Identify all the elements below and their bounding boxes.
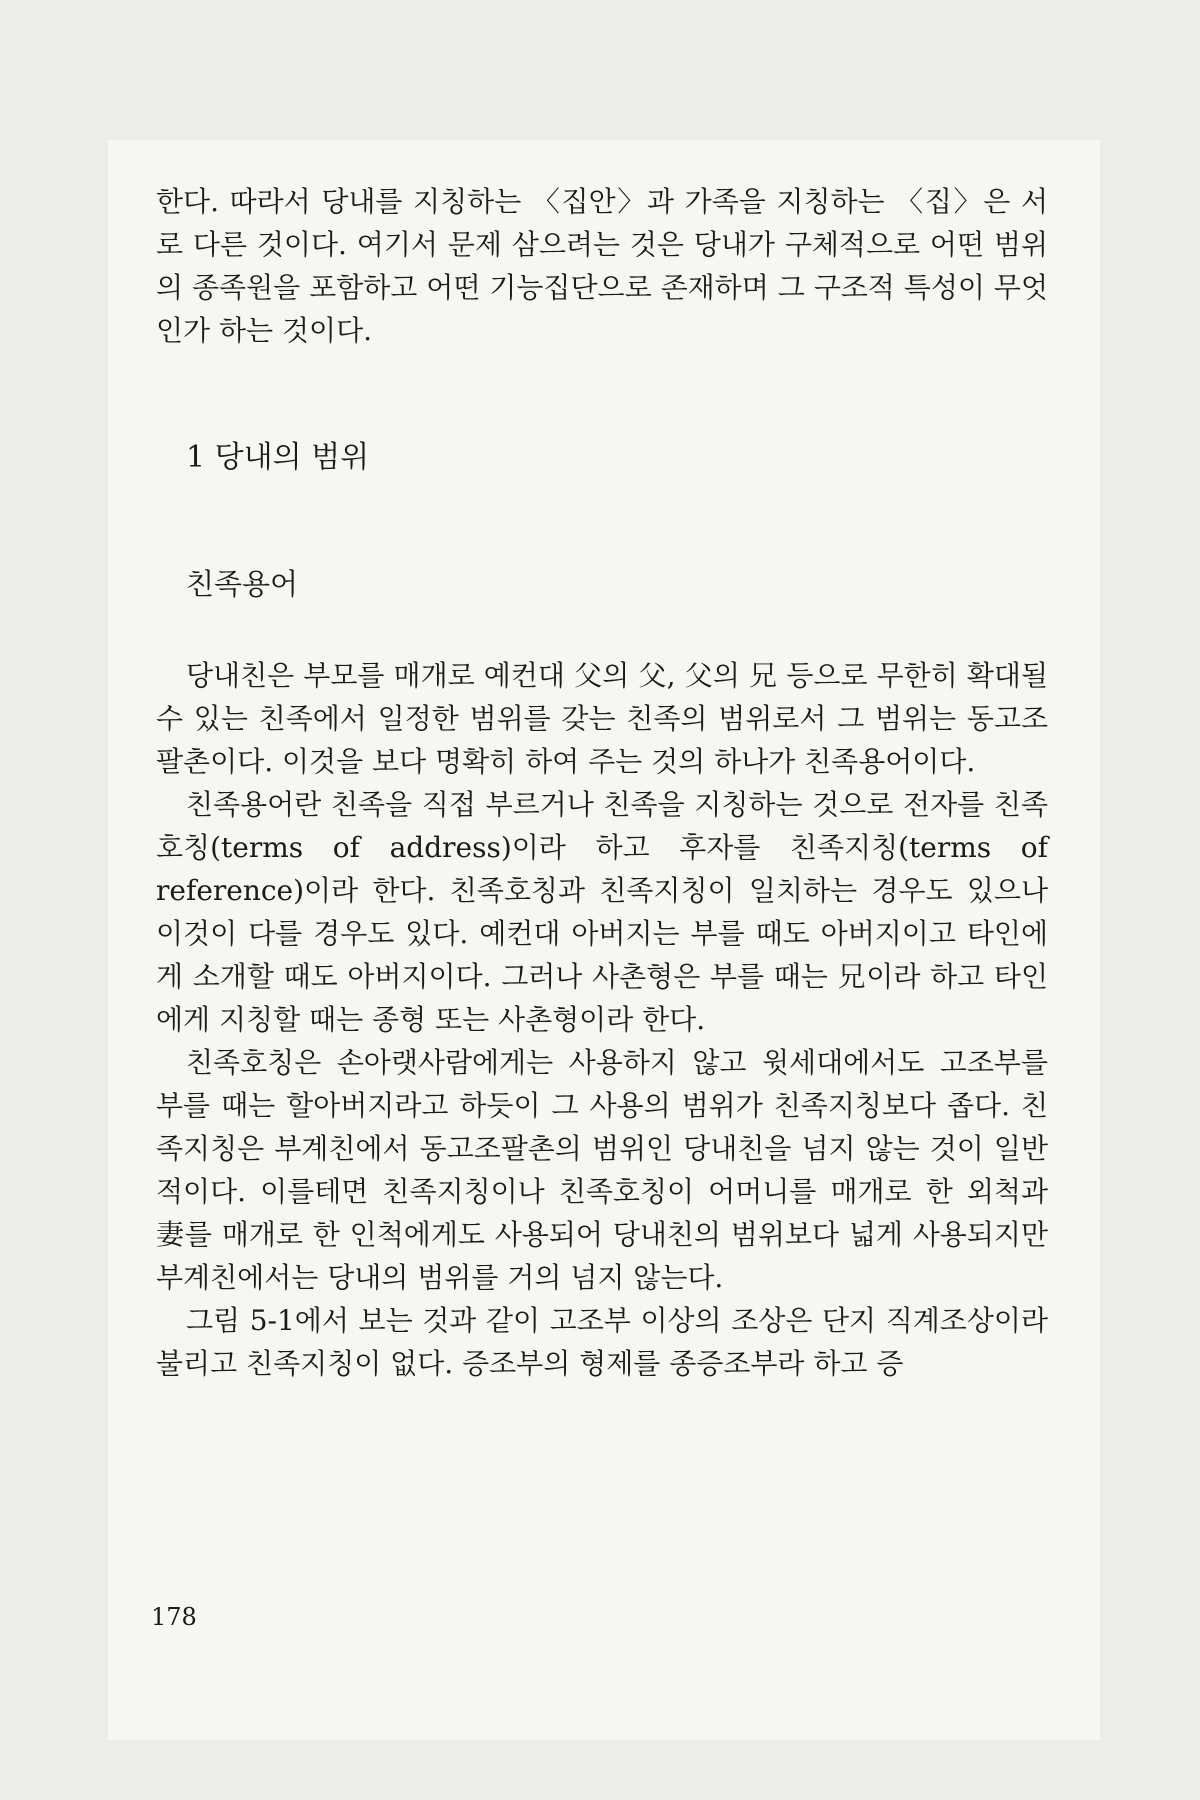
intro-paragraph: 한다. 따라서 당내를 지칭하는 〈집안〉과 가족을 지칭하는 〈집〉은 서로 다른 것이다. 여기서 문제 삼으려는 것은 당내가 구체적으로 어떤 범위의 종족원을 포함하고 어떤 기능집단으로 존재하며 그 구조적 특성이 무엇인가 하는 것이다.: [156, 185, 1048, 347]
section-heading: 1 당내의 범위: [186, 440, 370, 475]
page-content: [156, 180, 1048, 1385]
body-paragraph-1: 당내친은 부모를 매개로 예컨대 父의 父, 父의 兄 등으로 무한히 확대될 수 있는 친족에서 일정한 범위를 갖는 친족의 범위로서 그 범위는 동고조팔촌이다. 이것을 보다 명확히 하여 주는 것의 하나가 친족용어이다.: [156, 659, 1048, 778]
body-paragraph-3: 친족호칭은 손아랫사람에게는 사용하지 않고 윗세대에서도 고조부를 부를 때는 할아버지라고 하듯이 그 사용의 범위가 친족지칭보다 좁다. 친족지칭은 부계친에서 동고조팔촌의 범위인 당내친을 넘지 않는 것이 일반적이다. 이를테면 친족지칭이나 친족호칭이 어머니를 매개로 한 외척과 妻를 매개로 한 인척에게도 사용되어 당내친의 범위보다 넓게 사용되지만 부계친에서는 당내의 범위를 거의 넘지 않는다.: [156, 1046, 1048, 1294]
book-page: [108, 140, 1100, 1740]
body-paragraph-4: 그림 5-1에서 보는 것과 같이 고조부 이상의 조상은 단지 직계조상이라 불리고 친족지칭이 없다. 증조부의 형제를 종증조부라 하고 증: [156, 1304, 1048, 1380]
subheading: 친족용어: [186, 567, 299, 601]
page-number: 178: [151, 1603, 197, 1631]
body-paragraph-2: 친족용어란 친족을 직접 부르거나 친족을 지칭하는 것으로 전자를 친족호칭(terms of address)이라 하고 후자를 친족지칭(terms of reference)이라 한다. 친족호칭과 친족지칭이 일치하는 경우도 있으나 이것이 다를 경우도 있다. 예컨대 아버지는 부를 때도 아버지이고 타인에게 소개할 때도 아버지이다. 그러나 사촌형은 부를 때는 兄이라 하고 타인에게 지칭할 때는 종형 또는 사촌형이라 한다.: [156, 788, 1048, 1036]
